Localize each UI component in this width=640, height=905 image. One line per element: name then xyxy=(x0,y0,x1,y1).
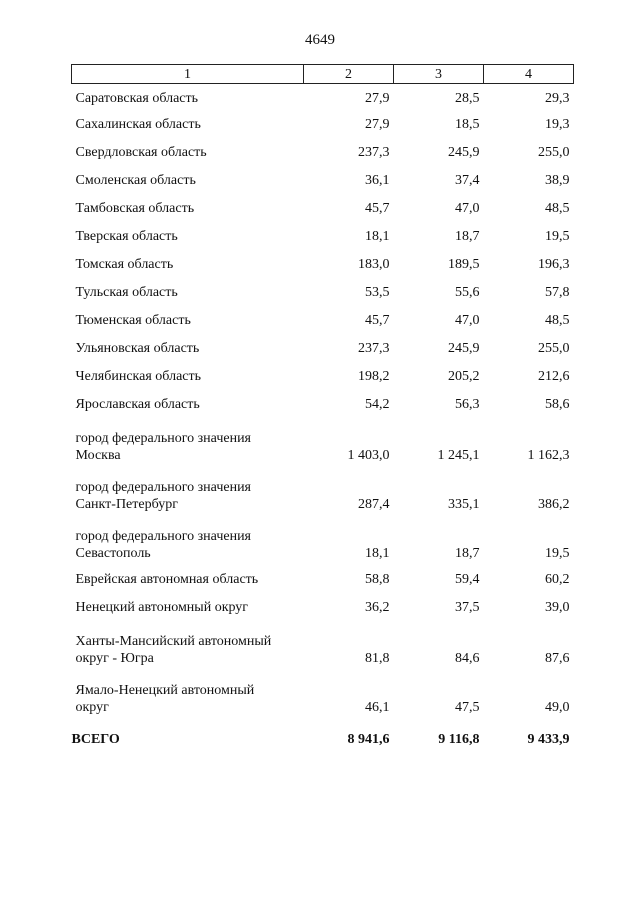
region-name: Еврейская автономная область xyxy=(75,571,259,587)
region-name: Саратовская область xyxy=(75,90,199,106)
value-col-3: 47,0 xyxy=(455,312,480,328)
value-col-3: 18,7 xyxy=(455,546,480,561)
table-row xyxy=(72,565,574,593)
value-col-2: 198,2 xyxy=(358,368,390,384)
value-col-4: 386,2 xyxy=(538,497,570,512)
region-name: Тверская область xyxy=(75,228,178,244)
value-col-4: 48,5 xyxy=(545,200,570,216)
value-col-3: 1 245,1 xyxy=(437,448,480,463)
region-name: Ненецкий автономный округ xyxy=(75,599,249,615)
table-row xyxy=(72,110,574,138)
value-col-3: 189,5 xyxy=(448,256,480,272)
region-name: город федерального значения Севастополь xyxy=(75,529,251,561)
value-col-2: 45,7 xyxy=(365,200,390,216)
value-col-4: 1 162,3 xyxy=(527,448,570,463)
value-col-3: 18,7 xyxy=(455,228,480,244)
table-row xyxy=(72,390,574,418)
value-col-4: 57,8 xyxy=(545,284,570,300)
value-col-3: 37,5 xyxy=(455,599,480,615)
value-col-4: 39,0 xyxy=(545,599,570,615)
value-col-4: 19,3 xyxy=(545,116,570,132)
region-name: Тульская область xyxy=(75,284,178,300)
region-name: Томская область xyxy=(75,256,174,272)
value-col-2: 237,3 xyxy=(358,144,390,160)
value-col-3: 28,5 xyxy=(455,90,480,106)
value-col-4: 255,0 xyxy=(538,144,570,160)
value-col-3: 56,3 xyxy=(455,396,480,412)
value-col-2: 54,2 xyxy=(365,396,390,412)
value-col-4: 255,0 xyxy=(538,340,570,356)
table-row xyxy=(72,278,574,306)
value-col-3: 59,4 xyxy=(455,571,480,587)
region-name: Ульяновская область xyxy=(75,340,200,356)
total-col-2: 8 941,6 xyxy=(347,731,390,747)
value-col-3: 55,6 xyxy=(455,284,480,300)
value-col-4: 19,5 xyxy=(545,228,570,244)
header-col-3: 3 xyxy=(394,65,484,84)
value-col-2: 183,0 xyxy=(358,256,390,272)
header-col-4: 4 xyxy=(484,65,574,84)
value-col-4: 196,3 xyxy=(538,256,570,272)
value-col-2: 58,8 xyxy=(365,571,390,587)
region-name: Ярославская область xyxy=(75,396,200,412)
value-col-2: 237,3 xyxy=(358,340,390,356)
region-name: Свердловская область xyxy=(75,144,207,160)
value-col-2: 45,7 xyxy=(365,312,390,328)
value-col-4: 58,6 xyxy=(545,396,570,412)
value-col-2: 36,1 xyxy=(365,172,390,188)
region-name: Сахалинская область xyxy=(75,116,201,132)
table-row xyxy=(72,194,574,222)
value-col-3: 84,6 xyxy=(455,651,480,666)
value-col-4: 38,9 xyxy=(545,172,570,188)
table-row xyxy=(72,222,574,250)
value-col-2: 53,5 xyxy=(365,284,390,300)
table-row xyxy=(72,306,574,334)
table-row xyxy=(72,593,574,621)
value-col-2: 81,8 xyxy=(365,651,390,666)
value-col-2: 27,9 xyxy=(365,116,390,132)
value-col-2: 18,1 xyxy=(365,228,390,244)
table-row xyxy=(72,362,574,390)
value-col-2: 27,9 xyxy=(365,90,390,106)
table-row xyxy=(72,138,574,166)
table-header xyxy=(72,65,574,84)
value-col-2: 46,1 xyxy=(365,700,390,715)
total-col-3: 9 116,8 xyxy=(438,731,480,747)
value-col-4: 87,6 xyxy=(545,651,570,666)
value-col-3: 18,5 xyxy=(455,116,480,132)
value-col-4: 212,6 xyxy=(538,368,570,384)
table-row xyxy=(72,250,574,278)
region-name: Челябинская область xyxy=(75,368,201,384)
table-row xyxy=(72,467,574,516)
table-row xyxy=(72,516,574,565)
value-col-2: 18,1 xyxy=(365,546,390,561)
value-col-3: 47,0 xyxy=(455,200,480,216)
region-name: Ханты-Мансийский автономный округ - Югра xyxy=(75,634,272,666)
region-name: Смоленская область xyxy=(75,172,196,188)
data-table xyxy=(71,64,574,759)
table-row xyxy=(72,670,574,719)
region-name: Ямало-Ненецкий автономный округ xyxy=(75,683,255,715)
total-row xyxy=(72,719,574,759)
region-name: Тамбовская область xyxy=(75,200,195,216)
value-col-3: 335,1 xyxy=(448,497,480,512)
value-col-2: 287,4 xyxy=(358,497,390,512)
region-name: город федерального значения Санкт-Петербург xyxy=(75,480,251,512)
value-col-4: 19,5 xyxy=(545,546,570,561)
total-col-4: 9 433,9 xyxy=(527,731,570,747)
table-row xyxy=(72,166,574,194)
total-label: ВСЕГО xyxy=(71,731,120,747)
table-body xyxy=(72,84,574,760)
value-col-3: 37,4 xyxy=(455,172,480,188)
region-name: город федерального значения Москва xyxy=(75,431,251,463)
value-col-2: 1 403,0 xyxy=(347,448,390,463)
table-row xyxy=(72,418,574,467)
value-col-4: 29,3 xyxy=(545,90,570,106)
value-col-2: 36,2 xyxy=(365,599,390,615)
value-col-3: 245,9 xyxy=(448,340,480,356)
region-name: Тюменская область xyxy=(75,312,191,328)
table-row xyxy=(72,334,574,362)
value-col-3: 47,5 xyxy=(455,700,480,715)
table-row xyxy=(72,621,574,670)
page-number: 4649 xyxy=(305,32,335,48)
value-col-3: 205,2 xyxy=(448,368,480,384)
header-col-1: 1 xyxy=(72,65,304,84)
value-col-4: 48,5 xyxy=(545,312,570,328)
header-col-2: 2 xyxy=(304,65,394,84)
value-col-4: 60,2 xyxy=(545,571,570,587)
value-col-4: 49,0 xyxy=(545,700,570,715)
value-col-3: 245,9 xyxy=(448,144,480,160)
table-row xyxy=(72,84,574,111)
